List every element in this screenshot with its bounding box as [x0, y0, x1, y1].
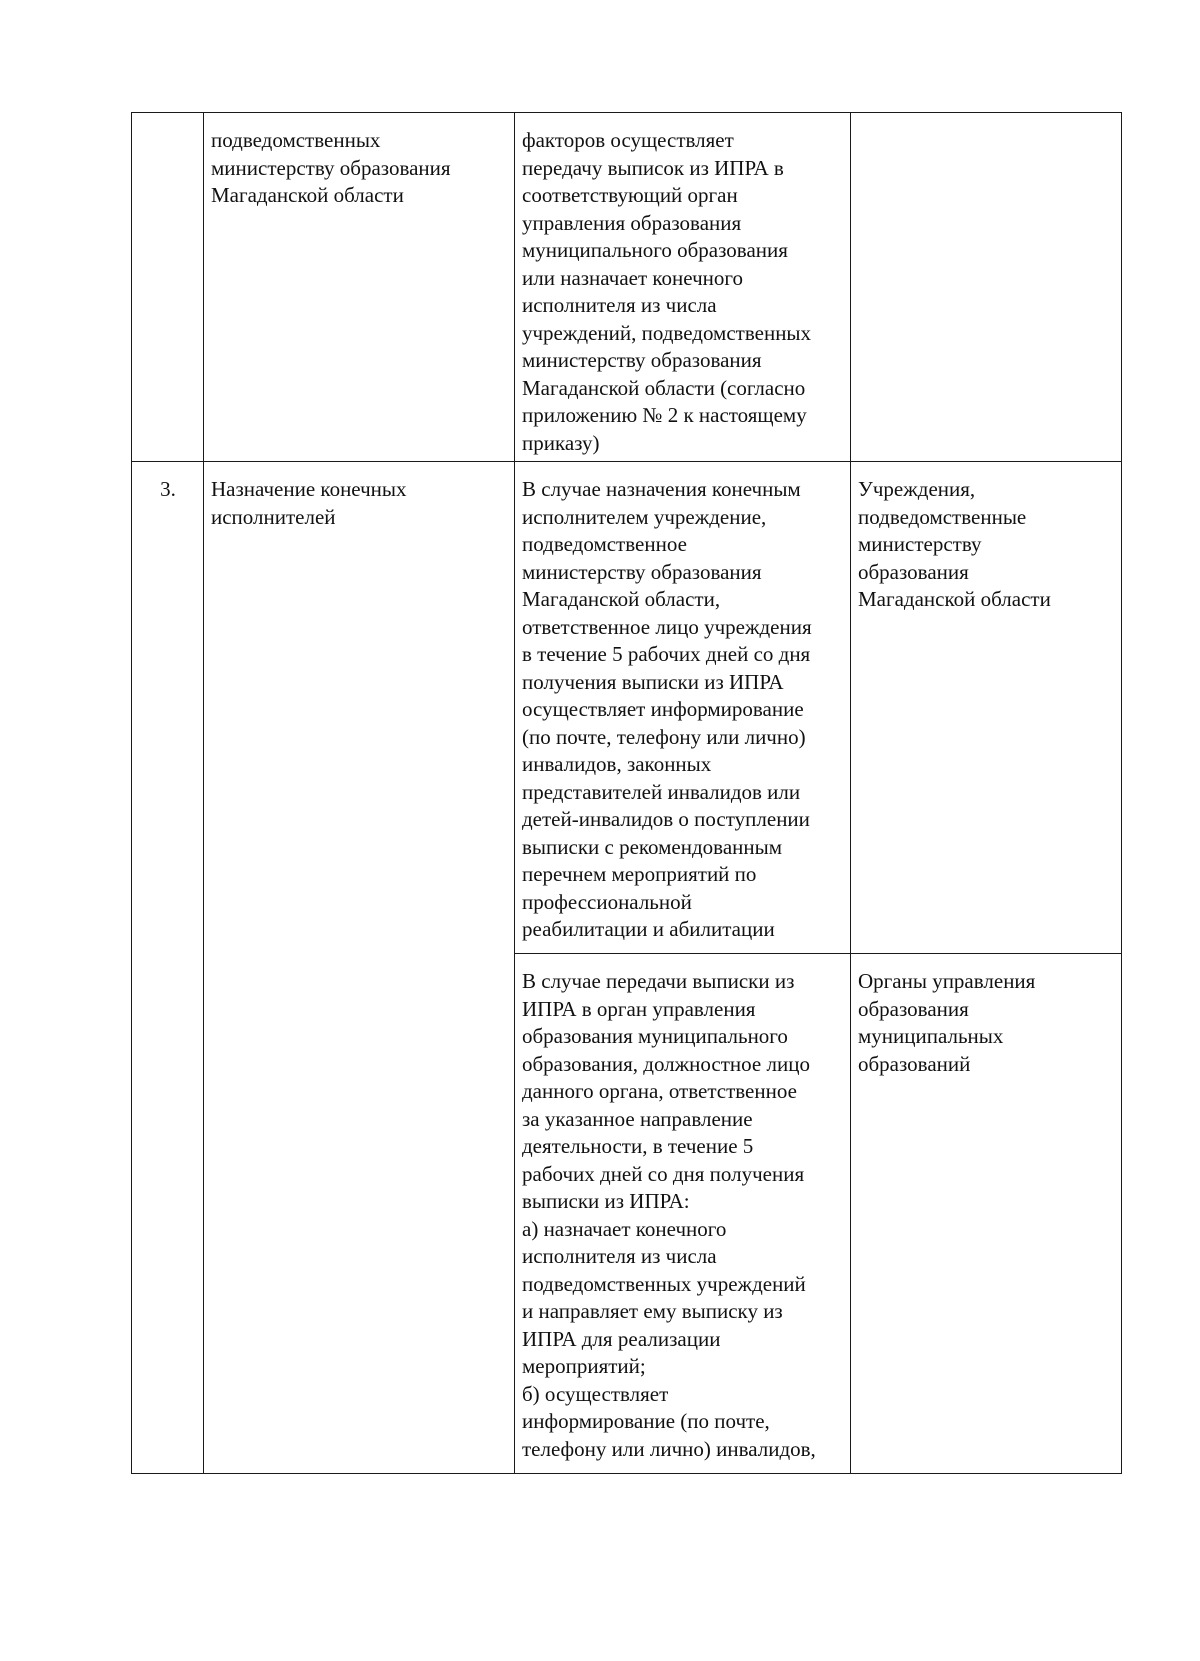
content-cell: [515, 462, 851, 954]
stage-cell: [204, 113, 515, 462]
executor-cell: [851, 113, 1122, 462]
stage-text: подведомственных министерству образования Магаданской области: [211, 128, 451, 207]
executor-cell: [851, 462, 1122, 954]
executor-text: Органы управления образования муниципальных образований: [858, 969, 1036, 1076]
stage-cell: [204, 462, 515, 1474]
stage-text: Назначение конечных исполнителей: [211, 477, 407, 529]
table-row: [132, 113, 1122, 462]
row-number: 3.: [160, 477, 176, 501]
content-text: В случае назначения конечным исполнителем учреждение, подведомственное министерству образования Магаданской области, ответственное лицо учреждения в течение 5 рабочих дней со дня получения выписки из ИПРА осуществляет информирование (по почте, телефону или лично) инвалидов, законных представителей инвалидов или детей-инвалидов о поступлении выписки с рекомендованным перечнем мероприятий по профессиональной реабилитации и абилитации: [522, 477, 812, 941]
content-text: факторов осуществляет передачу выписок из ИПРА в соответствующий орган управления образования муниципального образования или назначает конечного исполнителя из числа учреждений, подведомственных министерству образования Магаданской области (согласно приложению № 2 к настоящему приказу): [522, 128, 812, 455]
executor-text: Учреждения, подведомственные министерству образования Магаданской области: [858, 477, 1051, 611]
content-cell: [515, 954, 851, 1474]
procedure-table: [131, 112, 1122, 1474]
row-number-cell: [132, 462, 204, 1474]
table-row: [132, 462, 1122, 954]
row-number-cell: [132, 113, 204, 462]
executor-cell: [851, 954, 1122, 1474]
content-text: В случае передачи выписки из ИПРА в орган управления образования муниципального образования, должностное лицо данного органа, ответственное за указанное направление деятельности, в течение 5 рабочих дней со дня получения выписки из ИПРА: а) назначает конечного исполнителя из числа подведомственных учреждений и направляет ему выписку из ИПРА для реализации мероприятий; б) осуществляет информирование (по почте, телефону или лично) инвалидов,: [522, 969, 816, 1461]
content-cell: [515, 113, 851, 462]
